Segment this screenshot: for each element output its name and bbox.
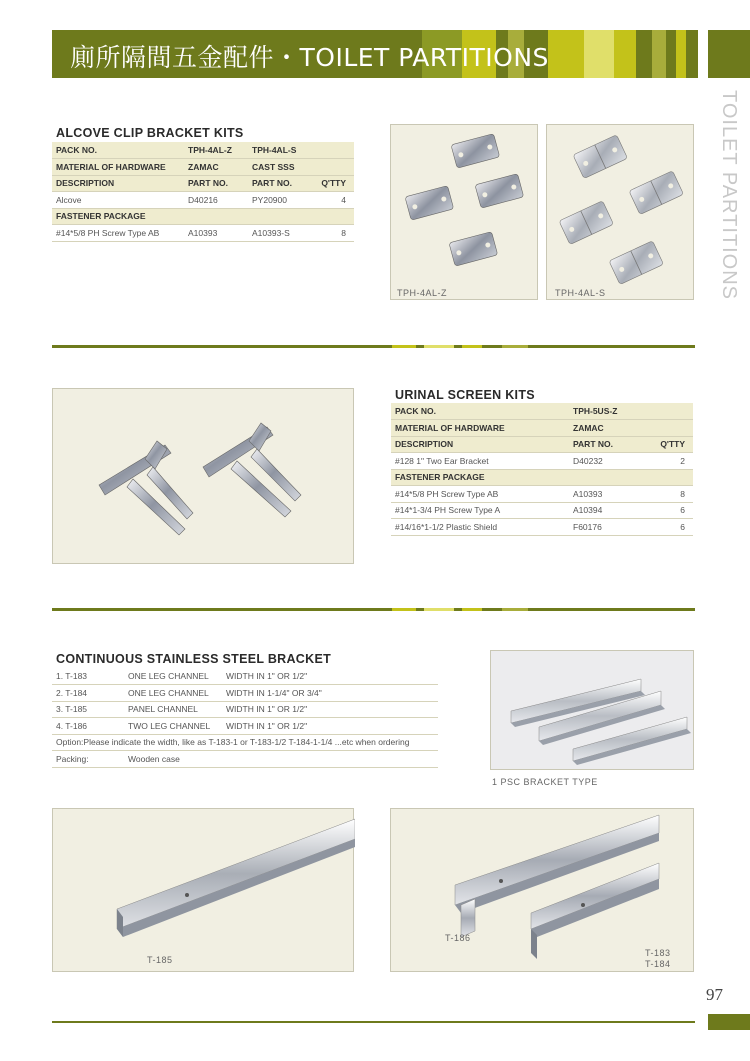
section-divider <box>52 345 695 348</box>
table-cell: FASTENER PACKAGE <box>52 208 184 225</box>
table-row <box>52 192 354 209</box>
table-cell: 2 <box>647 453 693 470</box>
table-cell <box>248 208 314 225</box>
table-row <box>391 420 693 437</box>
packing-label: Packing: <box>52 751 124 768</box>
urinal-bracket-image <box>53 389 355 565</box>
table-cell <box>569 469 647 486</box>
alcove-spec-table <box>52 142 354 242</box>
table-cell: WIDTH IN 1" OR 1/2" <box>222 668 438 685</box>
side-label <box>712 90 742 330</box>
table-row <box>391 519 693 536</box>
footer-block <box>708 1014 750 1030</box>
table-cell: D40232 <box>569 453 647 470</box>
table-cell: PANEL CHANNEL <box>124 701 222 718</box>
table-cell: A10393 <box>184 225 248 242</box>
urinal-spec-table <box>391 403 693 536</box>
table-cell: 3. T-185 <box>52 701 124 718</box>
photo-tph-4al-z <box>390 124 538 300</box>
table-cell: ONE LEG CHANNEL <box>124 685 222 702</box>
table-cell: CAST SSS <box>248 159 314 176</box>
table-cell: A10394 <box>569 502 647 519</box>
table-cell: TPH-4AL-S <box>248 142 314 159</box>
table-row <box>52 208 354 225</box>
header-banner <box>52 30 698 78</box>
header-corner-block <box>708 30 750 78</box>
table-cell: ZAMAC <box>569 420 647 437</box>
caption-bracket-type: 1 PSC BRACKET TYPE <box>492 777 598 787</box>
table-row <box>391 403 693 420</box>
table-cell <box>647 403 693 420</box>
table-cell <box>647 469 693 486</box>
table-row <box>52 751 438 768</box>
caption-t-185: T-185 <box>147 955 173 965</box>
table-row <box>391 436 693 453</box>
table-cell: D40216 <box>184 192 248 209</box>
table-cell: ZAMAC <box>184 159 248 176</box>
table-cell: #14*1-3/4 PH Screw Type A <box>391 502 569 519</box>
table-cell: WIDTH IN 1-1/4" OR 3/4" <box>222 685 438 702</box>
zamac-bracket-image <box>391 125 539 301</box>
photo-urinal-bracket <box>52 388 354 564</box>
table-cell: 8 <box>647 486 693 503</box>
table-cell: #128 1" Two Ear Bracket <box>391 453 569 470</box>
side-label-text: TOILET PARTITIONS <box>718 90 740 301</box>
table-cell: #14*5/8 PH Screw Type AB <box>52 225 184 242</box>
header-stripe <box>652 30 666 78</box>
table-row <box>52 668 438 685</box>
table-cell: 2. T-184 <box>52 685 124 702</box>
caption-t-184: T-184 <box>645 959 671 969</box>
section-divider <box>52 608 695 611</box>
table-cell: MATERIAL OF HARDWARE <box>52 159 184 176</box>
urinal-title: URINAL SCREEN KITS <box>395 388 535 402</box>
photo-t-183-184-186 <box>390 808 694 972</box>
steel-bracket-image <box>547 125 695 301</box>
table-cell: DESCRIPTION <box>391 436 569 453</box>
table-cell: ONE LEG CHANNEL <box>124 668 222 685</box>
header-stripe <box>676 30 686 78</box>
table-cell: 6 <box>647 502 693 519</box>
table-cell: 1. T-183 <box>52 668 124 685</box>
table-cell <box>314 208 354 225</box>
header-stripe <box>584 30 614 78</box>
table-row <box>391 502 693 519</box>
table-row <box>52 685 438 702</box>
footer-line <box>52 1021 695 1023</box>
table-cell: PART NO. <box>248 175 314 192</box>
header-stripe <box>614 30 636 78</box>
page-number: 97 <box>706 985 723 1004</box>
caption-t-186: T-186 <box>445 933 471 943</box>
continuous-title: CONTINUOUS STAINLESS STEEL BRACKET <box>56 652 332 666</box>
continuous-spec-table <box>52 668 438 768</box>
table-cell: FASTENER PACKAGE <box>391 469 569 486</box>
caption-t-183: T-183 <box>645 948 671 958</box>
table-row <box>52 718 438 735</box>
table-cell: MATERIAL OF HARDWARE <box>391 420 569 437</box>
table-cell: A10393 <box>569 486 647 503</box>
table-row <box>52 734 438 751</box>
t-185-channel-image <box>53 809 355 973</box>
table-cell: WIDTH IN 1" OR 1/2" <box>222 718 438 735</box>
table-cell: Alcove <box>52 192 184 209</box>
table-cell: #14/16*1-1/2 Plastic Shield <box>391 519 569 536</box>
caption-tph-4al-z: TPH-4AL-Z <box>397 288 448 298</box>
table-cell: TPH-5US-Z <box>569 403 647 420</box>
table-cell <box>314 159 354 176</box>
table-cell <box>647 420 693 437</box>
table-cell: PACK NO. <box>391 403 569 420</box>
table-cell: Q'TTY <box>314 175 354 192</box>
page-title: 廁所隔間五金配件・TOILET PARTITIONS <box>70 43 549 72</box>
table-cell: A10393-S <box>248 225 314 242</box>
table-row <box>52 142 354 159</box>
table-cell: PART NO. <box>569 436 647 453</box>
table-cell: #14*5/8 PH Screw Type AB <box>391 486 569 503</box>
photo-bracket-type <box>490 650 694 770</box>
table-row <box>52 701 438 718</box>
table-row <box>391 469 693 486</box>
table-cell: 6 <box>647 519 693 536</box>
table-cell: 4. T-186 <box>52 718 124 735</box>
alcove-title: ALCOVE CLIP BRACKET KITS <box>56 126 244 140</box>
caption-tph-4al-s: TPH-4AL-S <box>555 288 606 298</box>
option-note: Option:Please indicate the width, like as T-183-1 or T-183-1/2 T-184-1-1/4 ...etc when ordering <box>52 734 438 751</box>
table-row <box>391 453 693 470</box>
table-cell: TPH-4AL-Z <box>184 142 248 159</box>
table-cell: F60176 <box>569 519 647 536</box>
table-cell: PART NO. <box>184 175 248 192</box>
photo-tph-4al-s <box>546 124 694 300</box>
table-row <box>52 159 354 176</box>
table-cell <box>184 208 248 225</box>
table-row <box>391 486 693 503</box>
table-cell: TWO LEG CHANNEL <box>124 718 222 735</box>
table-cell <box>314 142 354 159</box>
photo-t-185 <box>52 808 354 972</box>
header-stripe <box>548 30 584 78</box>
table-row <box>52 225 354 242</box>
channel-bracket-image <box>491 651 695 771</box>
table-cell: 4 <box>314 192 354 209</box>
table-cell: DESCRIPTION <box>52 175 184 192</box>
packing-value: Wooden case <box>124 751 438 768</box>
table-cell: Q'TTY <box>647 436 693 453</box>
table-cell: PACK NO. <box>52 142 184 159</box>
table-cell: WIDTH IN 1" OR 1/2" <box>222 701 438 718</box>
table-row <box>52 175 354 192</box>
table-cell: 8 <box>314 225 354 242</box>
table-cell: PY20900 <box>248 192 314 209</box>
